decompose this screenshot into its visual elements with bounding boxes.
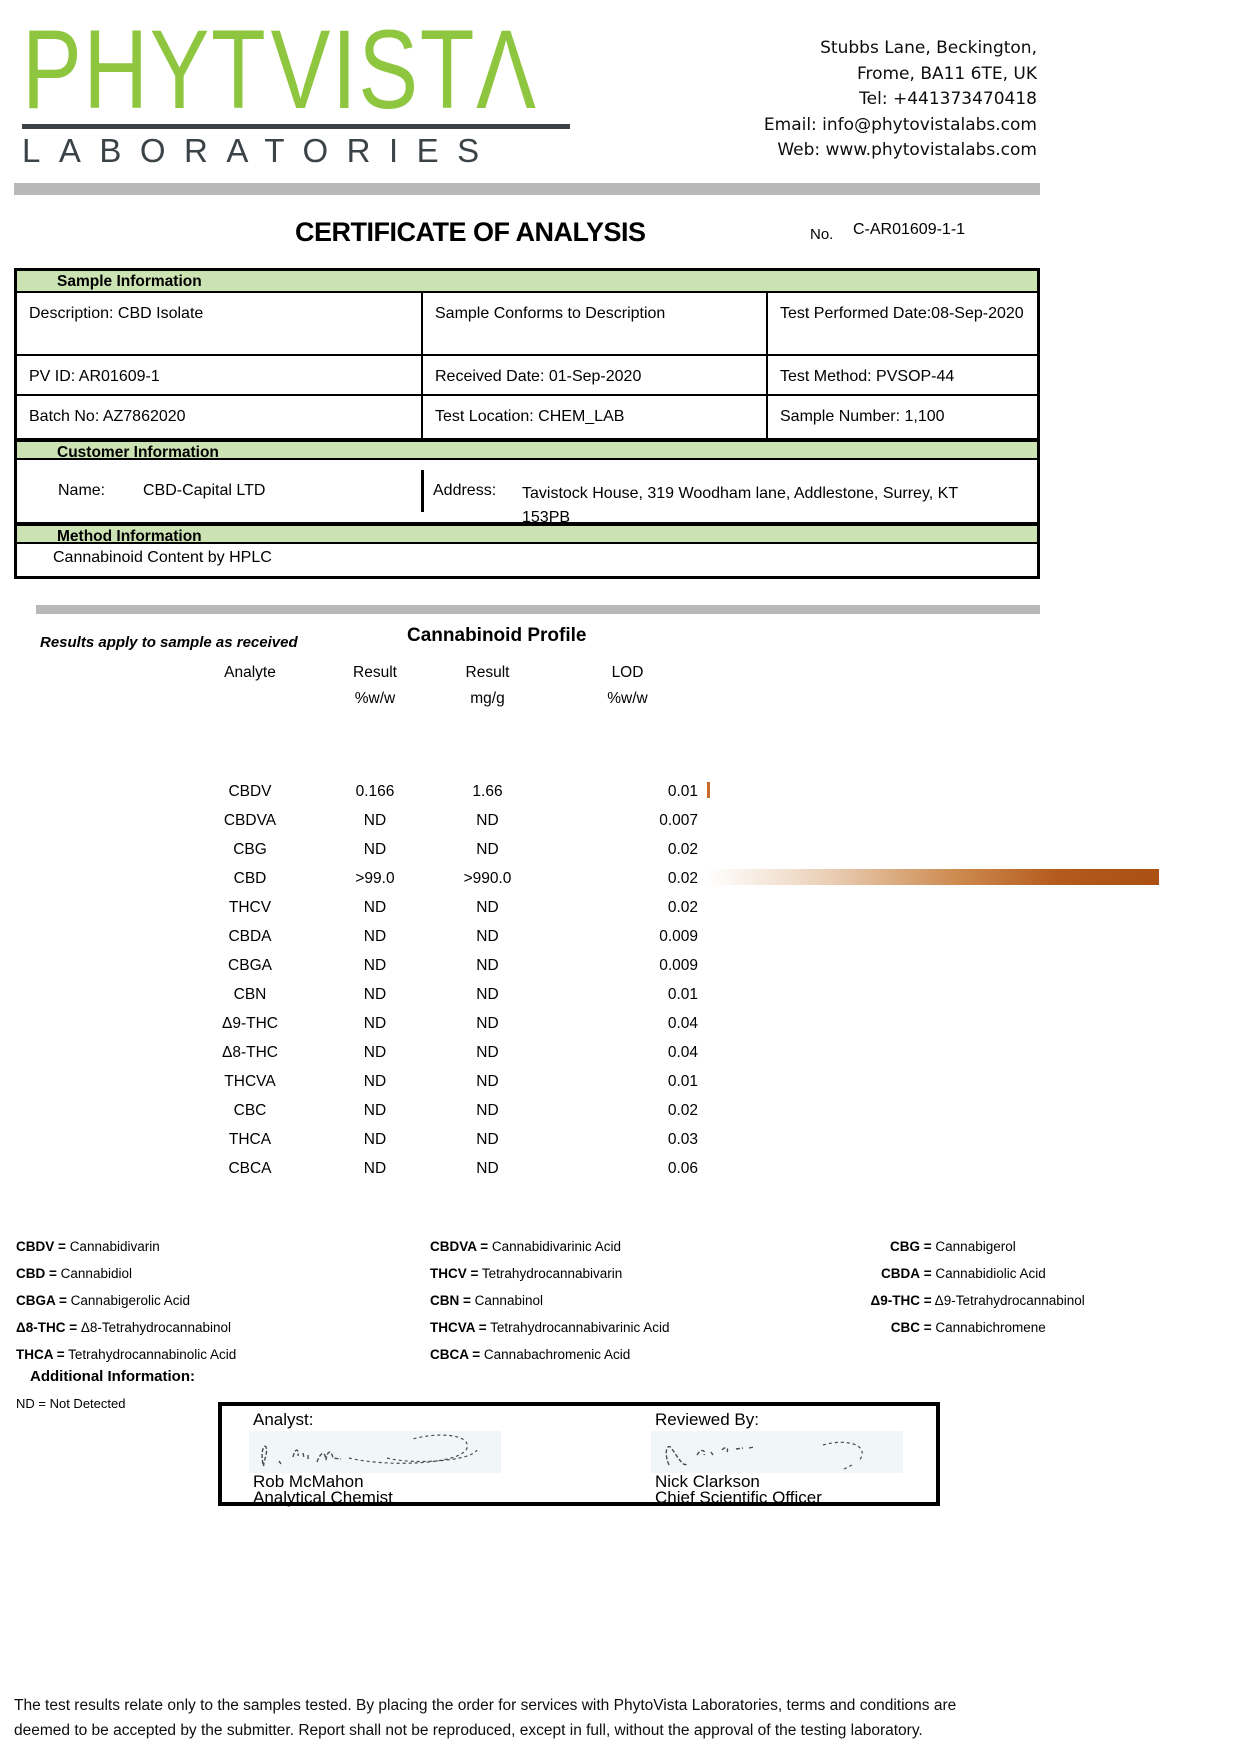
additional-information-heading: Additional Information: bbox=[30, 1368, 195, 1385]
column-header-lod: LOD bbox=[611, 664, 644, 681]
analyte-lod: 0.04 bbox=[667, 1044, 698, 1061]
key-item: CBC = Cannabichromene bbox=[890, 1320, 1046, 1335]
sample-information-heading: Sample Information bbox=[17, 271, 1037, 293]
lab-contact-block bbox=[617, 36, 1037, 164]
reviewer-label: Reviewed By: bbox=[655, 1410, 759, 1429]
sample-information-table bbox=[17, 293, 1037, 438]
customer-divider-line bbox=[421, 470, 424, 512]
analyte-lod: 0.02 bbox=[667, 899, 698, 916]
analyte-result-mgg: ND bbox=[476, 1073, 499, 1090]
analyte-row bbox=[0, 894, 1240, 923]
column-unit-result-mgg: mg/g bbox=[470, 690, 505, 707]
key-item: CBD = Cannabidiol bbox=[16, 1266, 132, 1281]
analyte-result-pct: ND bbox=[363, 841, 387, 858]
analyte-row bbox=[0, 923, 1240, 952]
analyte-row bbox=[0, 1039, 1240, 1068]
analyte-name: CBC bbox=[233, 1102, 267, 1119]
analyte-lod: 0.06 bbox=[667, 1160, 698, 1177]
sample-description: Description: CBD Isolate bbox=[17, 293, 423, 356]
analyte-lod: 0.01 bbox=[667, 1073, 698, 1090]
analyte-result-mgg: ND bbox=[476, 957, 499, 974]
contact-line: Stubbs Lane, Beckington, bbox=[820, 38, 1037, 58]
logo-wordmark bbox=[22, 7, 538, 132]
analyte-row bbox=[0, 1126, 1240, 1155]
analyte-result-mgg: ND bbox=[476, 1015, 499, 1032]
key-item: CBCA = Cannabachromenic Acid bbox=[430, 1347, 631, 1362]
key-item: CBG = Cannabigerol bbox=[890, 1239, 1016, 1254]
analyte-result-pct: >99.0 bbox=[355, 870, 395, 887]
customer-address-value: Tavistock House, 319 Woodham lane, Addlestone, Surrey, KT 153PB bbox=[522, 485, 958, 526]
profile-header-row-1 bbox=[180, 664, 710, 682]
reviewer-title: Chief Scientific Officer bbox=[655, 1488, 822, 1507]
analyte-result-pct: ND bbox=[363, 1102, 387, 1119]
logo-subtitle: LABORATORIES bbox=[22, 132, 498, 169]
analyte-result-mgg: ND bbox=[476, 841, 499, 858]
analyte-table bbox=[0, 778, 1240, 1184]
key-item: Δ9-THC = Δ9-Tetrahydrocannabinol bbox=[870, 1293, 1085, 1308]
analyst-label: Analyst: bbox=[253, 1410, 314, 1429]
result-bar bbox=[707, 869, 1159, 885]
test-location: Test Location: CHEM_LAB bbox=[423, 396, 768, 438]
analyte-result-mgg: ND bbox=[476, 1131, 499, 1148]
analyte-row bbox=[0, 952, 1240, 981]
column-unit-result-pct: %w/w bbox=[354, 690, 396, 707]
analyte-name: CBDA bbox=[228, 928, 272, 945]
analyte-name: CBD bbox=[233, 870, 267, 887]
sample-number: Sample Number: 1,100 bbox=[780, 408, 945, 425]
cannabinoid-profile-heading: Cannabinoid Profile bbox=[407, 625, 587, 646]
analyte-result-pct: ND bbox=[363, 1015, 387, 1032]
analyte-row bbox=[0, 807, 1240, 836]
key-item: CBGA = Cannabigerolic Acid bbox=[16, 1293, 190, 1308]
section-separator-bar bbox=[36, 605, 1040, 614]
phytovista-logo bbox=[22, 7, 570, 170]
batch-no: Batch No: AZ7862020 bbox=[17, 396, 423, 438]
contact-line: Email: info@phytovistalabs.com bbox=[763, 114, 1037, 135]
analyte-name: Δ8-THC bbox=[222, 1044, 278, 1061]
contact-line: Web: www.phytovistalabs.com bbox=[777, 140, 1037, 160]
analyst-title: Analytical Chemist bbox=[253, 1488, 393, 1507]
certificate-number-value: C-AR01609-1-1 bbox=[853, 221, 966, 238]
test-method: Test Method: PVSOP-44 bbox=[768, 356, 1037, 396]
contact-line: Frome, BA11 6TE, UK bbox=[856, 63, 1037, 84]
analyte-result-mgg: ND bbox=[476, 1044, 499, 1061]
analyte-result-pct: 0.166 bbox=[355, 783, 395, 800]
analyte-lod: 0.007 bbox=[659, 812, 698, 829]
analyte-lod: 0.02 bbox=[667, 1102, 698, 1119]
reviewer-signature bbox=[651, 1431, 903, 1473]
legal-disclaimer: The test results relate only to the samples tested. By placing the order for services with PhytoVista Laboratories, terms and conditions are deemed to be accepted by the submitter. Report shall not be reproduced, except in full, without the approval of the testing laboratory. bbox=[14, 1697, 957, 1739]
customer-name-value: CBD-Capital LTD bbox=[143, 482, 266, 499]
profile-header-row-2 bbox=[180, 690, 710, 708]
nd-definition: ND = Not Detected bbox=[16, 1396, 126, 1411]
analyte-row bbox=[0, 981, 1240, 1010]
key-item: CBDA = Cannabidiolic Acid bbox=[881, 1266, 1046, 1281]
analyte-name: THCA bbox=[228, 1131, 272, 1148]
analyte-row bbox=[0, 865, 1240, 894]
column-header-result-pct: Result bbox=[353, 664, 397, 681]
analyte-result-pct: ND bbox=[363, 1044, 387, 1061]
analyte-name: Δ9-THC bbox=[222, 1015, 278, 1032]
analyte-result-mgg: ND bbox=[476, 1102, 499, 1119]
analyte-result-pct: ND bbox=[363, 928, 387, 945]
analyte-name: CBGA bbox=[228, 957, 272, 974]
analyte-name: CBDVA bbox=[223, 812, 277, 829]
column-unit-analyte bbox=[180, 690, 320, 708]
analyte-name: THCVA bbox=[224, 1073, 276, 1090]
analyte-row bbox=[0, 1068, 1240, 1097]
analyte-row bbox=[0, 778, 1240, 807]
analyte-row bbox=[0, 836, 1240, 865]
analyte-row bbox=[0, 1155, 1240, 1184]
analyte-result-pct: ND bbox=[363, 899, 387, 916]
analyte-result-mgg: ND bbox=[476, 928, 499, 945]
analyte-lod: 0.04 bbox=[667, 1015, 698, 1032]
header-separator-bar bbox=[14, 183, 1040, 195]
signature-box bbox=[218, 1402, 940, 1506]
result-bar bbox=[707, 782, 710, 798]
key-item: THCV = Tetrahydrocannabivarin bbox=[430, 1266, 623, 1281]
customer-information-row bbox=[17, 460, 1037, 526]
analyte-result-pct: ND bbox=[363, 1073, 387, 1090]
analyte-lod: 0.03 bbox=[667, 1131, 698, 1148]
analyte-row bbox=[0, 1010, 1240, 1039]
key-column-1 bbox=[16, 1238, 396, 1373]
sample-conforms: Sample Conforms to Description bbox=[423, 293, 768, 356]
analyst-name: Rob McMahon bbox=[253, 1472, 364, 1491]
contact-line: Tel: +441373470418 bbox=[859, 89, 1037, 109]
key-column-2 bbox=[430, 1238, 860, 1373]
customer-information-heading: Customer Information bbox=[17, 438, 1037, 460]
analyte-lod: 0.01 bbox=[667, 986, 698, 1003]
analyte-result-pct: ND bbox=[363, 957, 387, 974]
results-note: Results apply to sample as received bbox=[40, 634, 298, 651]
key-item: CBDV = Cannabidivarin bbox=[16, 1239, 160, 1254]
column-header-analyte: Analyte bbox=[224, 664, 276, 681]
key-column-3 bbox=[852, 1238, 1232, 1346]
analyte-lod: 0.02 bbox=[667, 870, 698, 887]
analyte-result-mgg: 1.66 bbox=[472, 783, 503, 800]
analyte-result-mgg: ND bbox=[476, 812, 499, 829]
analyte-name: CBDV bbox=[228, 783, 272, 800]
test-performed-date: Test Performed Date:08-Sep-2020 bbox=[768, 293, 1037, 356]
analyte-result-pct: ND bbox=[363, 1160, 387, 1177]
info-tables bbox=[14, 268, 1040, 579]
key-item: CBDVA = Cannabidivarinic Acid bbox=[430, 1239, 621, 1254]
analyte-name: THCV bbox=[228, 899, 272, 916]
key-item: CBN = Cannabinol bbox=[430, 1293, 543, 1308]
logo-text-phyt: PHYT bbox=[22, 7, 268, 132]
analyte-result-mgg: ND bbox=[476, 899, 499, 916]
analyst-signature bbox=[249, 1431, 501, 1473]
customer-address-label: Address: bbox=[433, 482, 497, 499]
method-information-heading: Method Information bbox=[17, 522, 1037, 544]
analyte-name: CBCA bbox=[228, 1160, 272, 1177]
method-information-value: Cannabinoid Content by HPLC bbox=[53, 549, 272, 566]
analyte-result-pct: ND bbox=[363, 812, 387, 829]
certificate-title: CERTIFICATE OF ANALYSIS bbox=[295, 217, 646, 247]
key-item: THCVA = Tetrahydrocannabivarinic Acid bbox=[430, 1320, 670, 1335]
pv-id: PV ID: AR01609-1 bbox=[17, 356, 423, 396]
analyte-name: CBG bbox=[233, 841, 267, 858]
logo-text-vista: VISTΛ bbox=[270, 7, 538, 132]
analyte-lod: 0.009 bbox=[659, 928, 698, 945]
analyte-result-pct: ND bbox=[363, 1131, 387, 1148]
column-header-result-mgg: Result bbox=[465, 664, 510, 681]
received-date: Received Date: 01-Sep-2020 bbox=[423, 356, 768, 396]
reviewer-name: Nick Clarkson bbox=[655, 1472, 760, 1491]
analyte-lod: 0.01 bbox=[667, 783, 698, 800]
column-unit-lod: %w/w bbox=[607, 690, 648, 707]
customer-name-label: Name: bbox=[58, 482, 106, 499]
analyte-lod: 0.009 bbox=[659, 957, 698, 974]
key-item: Δ8-THC = Δ8-Tetrahydrocannabinol bbox=[16, 1320, 231, 1335]
analyte-result-mgg: ND bbox=[476, 1160, 499, 1177]
analyte-result-mgg: ND bbox=[476, 986, 499, 1003]
key-item: THCA = Tetrahydrocannabinolic Acid bbox=[16, 1347, 237, 1362]
analyte-row bbox=[0, 1097, 1240, 1126]
analyte-lod: 0.02 bbox=[667, 841, 698, 858]
analyte-result-pct: ND bbox=[363, 986, 387, 1003]
certificate-number-label: No. bbox=[810, 226, 834, 243]
analyte-name: CBN bbox=[233, 986, 267, 1003]
analyte-result-mgg: >990.0 bbox=[463, 870, 512, 887]
